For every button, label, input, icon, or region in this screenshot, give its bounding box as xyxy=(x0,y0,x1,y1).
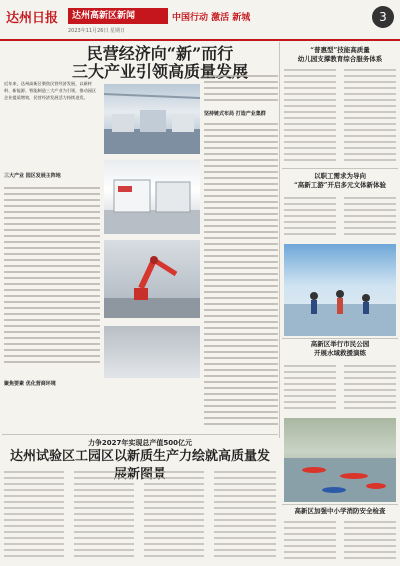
right-story-1-title-a: “普惠型”技能高质量 xyxy=(310,46,370,54)
lower-divider xyxy=(2,434,278,435)
right-story-3-title-b: 开展水域救援演练 xyxy=(314,349,366,357)
subhead-2: 聚焦要素 优化营商环境 xyxy=(4,381,56,387)
main-headline-line1: 民营经济向“新”而行 xyxy=(86,44,234,63)
right-divider-1 xyxy=(282,168,398,169)
subhead-1: 三大产业 园区发展主阵地 xyxy=(4,173,61,179)
right-story-2-title-a: 以职工需求为导向 xyxy=(314,172,366,180)
header-slogan: 中国行动 激活 新城 xyxy=(172,13,251,23)
robot-arm-illustration xyxy=(104,240,200,318)
boats-illustration xyxy=(284,418,396,502)
subhead-2-block xyxy=(4,380,100,390)
lower-headline: 达州试验区工园区以新质生产力绘就高质量发展新图景 xyxy=(10,449,271,482)
main-headline-line2: 三大产业引领高质量发展 xyxy=(71,62,248,81)
page-number: 3 xyxy=(372,6,394,28)
section-title: 达州高新区新闻 xyxy=(68,8,168,24)
lower-story-text xyxy=(4,470,276,564)
body-text-texture-1 xyxy=(4,184,100,374)
subhead-3: 坚持链式布局 打造产业集群 xyxy=(204,111,266,117)
robot-arm-photo xyxy=(104,240,200,318)
newspaper-logo: 达州日报 xyxy=(6,11,59,26)
lower-kicker: 力争2027年实现总产值500亿元 xyxy=(87,439,193,447)
factory-photo-2 xyxy=(104,160,200,234)
issue-date: 2023年11月26日 星期日 xyxy=(68,28,126,34)
right-story-2-title-b: “高新工游”开启多元文体新体验 xyxy=(294,181,386,189)
body-text-texture-2 xyxy=(204,74,278,434)
factory-line-illustration xyxy=(104,84,200,154)
right-story-2-text xyxy=(284,196,396,242)
machine-illustration xyxy=(104,160,200,234)
column-divider xyxy=(279,42,280,438)
right-divider-3 xyxy=(282,504,398,505)
right-story-4-title: 高新区加强中小学消防安全检查 xyxy=(294,507,386,515)
header-rule xyxy=(0,39,400,41)
right-story-3-title-a: 高新区举行市民公园 xyxy=(310,340,370,348)
right-story-3-text xyxy=(284,364,396,416)
sports-photo xyxy=(284,244,396,336)
right-divider-2 xyxy=(282,338,398,339)
right-story-1-text xyxy=(284,68,396,168)
right-story-4-text xyxy=(284,520,396,564)
workshop-photo xyxy=(104,326,200,378)
factory-photo-1 xyxy=(104,84,200,154)
water-rescue-photo xyxy=(284,418,396,502)
lead-paragraph: 近年来，达州高新区聚焦民营经济发展，以新材料、新能源、智能制造三大产业为引领，推动园区企业提质增效，民营经济发展活力持续迸发。 xyxy=(4,81,97,100)
right-story-1-title-b: 幼儿园支撑教育综合服务体系 xyxy=(297,55,383,63)
sports-hall-illustration xyxy=(284,244,396,336)
